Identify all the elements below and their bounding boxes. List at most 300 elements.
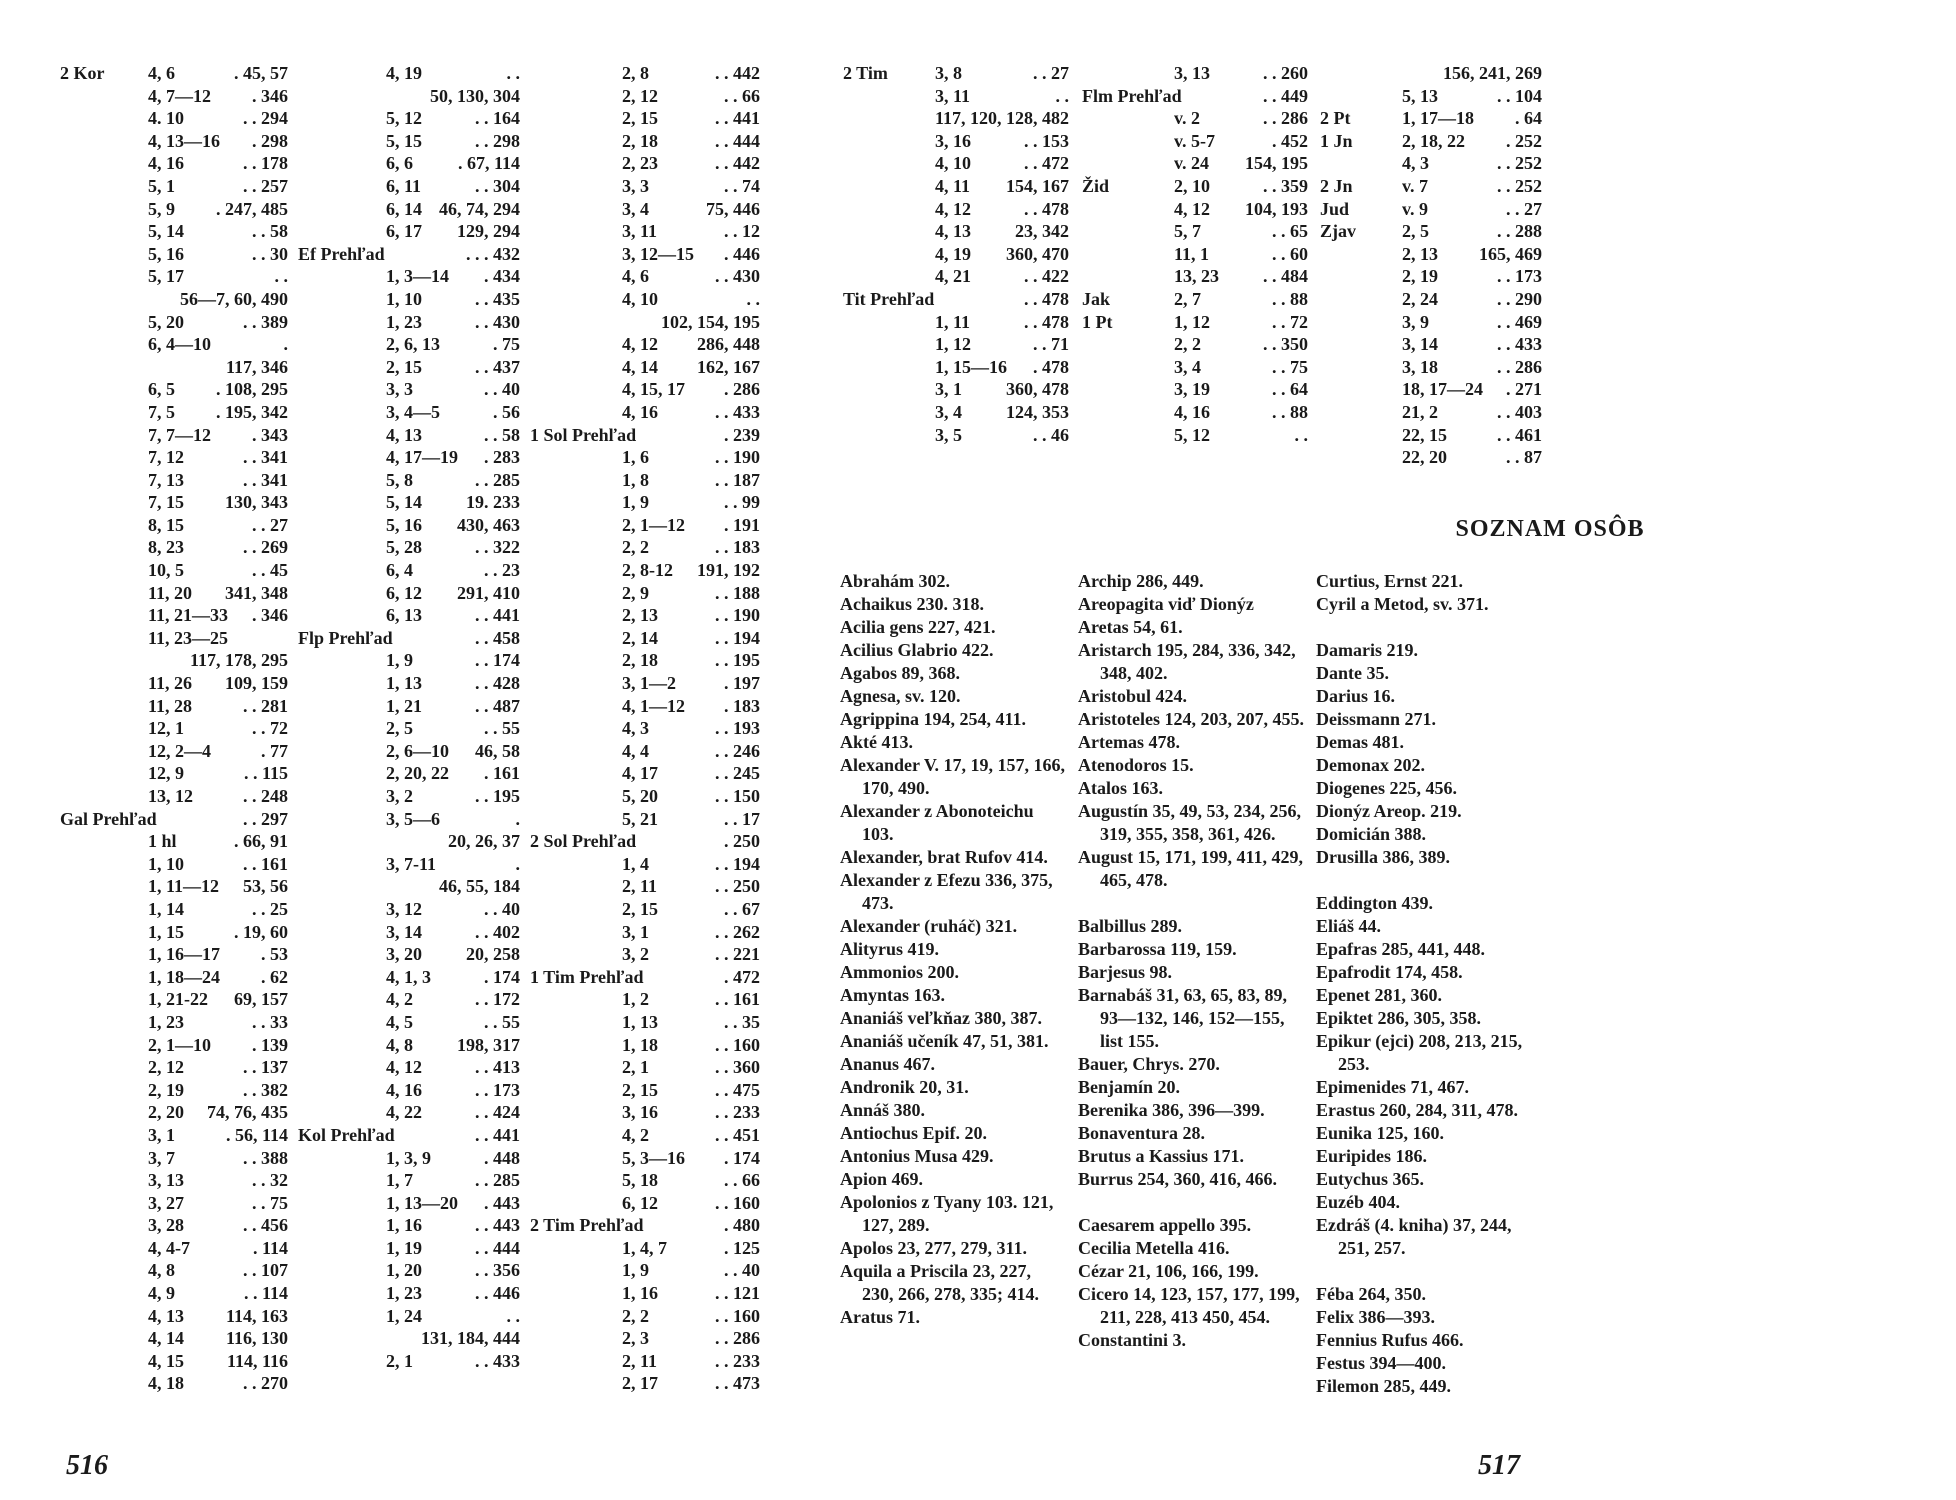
person-entry: Acilius Glabrio 422. bbox=[840, 640, 994, 660]
index-entry bbox=[60, 265, 288, 288]
index-entry bbox=[298, 265, 520, 288]
page-refs: . 161 bbox=[484, 763, 520, 784]
chapter-verse: 1, 23 bbox=[386, 311, 422, 332]
index-entry bbox=[1082, 107, 1308, 130]
page-refs: . . 66 bbox=[724, 85, 760, 106]
page-refs: . . 461 bbox=[1497, 424, 1542, 445]
person-entry: Dante 35. bbox=[1316, 663, 1389, 683]
page-refs: . . 388 bbox=[243, 1147, 288, 1168]
chapter-verse: 5, 14 bbox=[386, 492, 422, 513]
page-refs: . . 478 bbox=[1024, 288, 1069, 309]
chapter-verse: 2, 15 bbox=[622, 898, 658, 919]
page-refs: . . 281 bbox=[243, 695, 288, 716]
index-entry bbox=[298, 1034, 520, 1057]
chapter-verse: 3, 27 bbox=[148, 1192, 184, 1213]
chapter-verse: 4. 10 bbox=[148, 108, 184, 129]
index-entry bbox=[530, 1259, 760, 1282]
page-refs: . . 322 bbox=[475, 537, 520, 558]
index-entry bbox=[530, 830, 760, 853]
person-entry: Alexander z Abonoteichu 103. bbox=[840, 801, 1034, 844]
chapter-verse: 13, 23 bbox=[1174, 266, 1219, 287]
book-name: Jak bbox=[1082, 288, 1111, 309]
chapter-verse: 2, 10 bbox=[1174, 175, 1210, 196]
index-entry bbox=[530, 1327, 760, 1350]
page-refs: . 446 bbox=[724, 243, 760, 264]
index-entry bbox=[60, 695, 288, 718]
index-entry bbox=[843, 130, 1069, 153]
page-refs: . . 45 bbox=[252, 560, 288, 581]
chapter-verse: 3, 5—6 bbox=[386, 808, 440, 829]
chapter-verse: 2, 8 bbox=[622, 63, 649, 83]
page-refs: . 480 bbox=[724, 1215, 760, 1236]
page-refs: . . bbox=[506, 63, 520, 83]
chapter-verse: 13, 12 bbox=[148, 786, 193, 806]
index-entry bbox=[298, 1101, 520, 1124]
persons-index-column-1 bbox=[840, 570, 1066, 1329]
page-refs: . . 160 bbox=[715, 1305, 760, 1326]
person-entry: Aratus 71. bbox=[840, 1307, 920, 1327]
page-refs: 341, 348 bbox=[225, 582, 288, 603]
chapter-verse: 3, 11 bbox=[935, 85, 971, 106]
page-refs: . . 160 bbox=[715, 1034, 760, 1055]
index-entry bbox=[530, 536, 760, 559]
page-refs: . 114 bbox=[252, 1237, 288, 1258]
person-entry: Ananiáš učeník 47, 51, 381. bbox=[840, 1031, 1049, 1051]
index-entry bbox=[1082, 356, 1308, 379]
letter-gap bbox=[1316, 1260, 1542, 1283]
page-refs: 198, 317 bbox=[457, 1034, 520, 1055]
page-refs: 46, 55, 184 bbox=[439, 876, 520, 897]
person-entry: Ananus 467. bbox=[840, 1054, 936, 1074]
chapter-verse: 2, 2 bbox=[1174, 334, 1201, 355]
chapter-verse: 3, 12—15 bbox=[622, 243, 694, 264]
index-entry bbox=[60, 1124, 288, 1147]
index-entry bbox=[298, 130, 520, 153]
chapter-verse: 3, 5 bbox=[935, 424, 962, 445]
index-entry bbox=[530, 740, 760, 763]
index-entry bbox=[298, 288, 520, 311]
page-refs: 74, 76, 435 bbox=[207, 1102, 288, 1123]
scripture-index-column-4 bbox=[843, 62, 1069, 446]
index-entry bbox=[530, 424, 760, 447]
chapter-verse: 4, 13 bbox=[386, 424, 422, 445]
chapter-verse: 4, 12 bbox=[622, 334, 658, 355]
chapter-verse: 2, 12 bbox=[622, 85, 658, 106]
chapter-verse: 6, 12 bbox=[622, 1192, 658, 1213]
index-entry bbox=[298, 988, 520, 1011]
index-entry bbox=[1082, 243, 1308, 266]
index-entry bbox=[1320, 333, 1542, 356]
index-entry bbox=[843, 378, 1069, 401]
index-entry bbox=[298, 559, 520, 582]
chapter-verse: 11, 21—33 bbox=[148, 605, 229, 626]
chapter-verse: 11, 1 bbox=[1174, 243, 1210, 264]
page-refs: . . 221 bbox=[715, 944, 760, 965]
person-entry: Brutus a Kassius 171. bbox=[1078, 1146, 1245, 1166]
person-entry: Aristobul 424. bbox=[1078, 686, 1188, 706]
index-entry bbox=[298, 446, 520, 469]
chapter-verse: 4, 18 bbox=[148, 1373, 184, 1394]
index-entry bbox=[60, 898, 288, 921]
index-entry bbox=[530, 243, 760, 266]
chapter-verse: 1, 12 bbox=[1174, 311, 1210, 332]
person-entry: Antonius Musa 429. bbox=[840, 1146, 994, 1166]
page-refs: . . 252 bbox=[1497, 153, 1542, 174]
index-entry bbox=[1082, 175, 1308, 198]
page-refs: . . bbox=[746, 288, 760, 309]
index-entry bbox=[60, 1350, 288, 1373]
person-entry: Atenodoros 15. bbox=[1078, 755, 1194, 775]
chapter-verse: 1, 3—14 bbox=[386, 266, 449, 287]
chapter-verse: 12, 1 bbox=[148, 718, 184, 739]
chapter-verse: 4, 13 bbox=[935, 221, 971, 242]
chapter-verse: 3, 2 bbox=[622, 944, 649, 965]
page-refs: 20, 258 bbox=[466, 944, 520, 965]
page-refs: . 239 bbox=[724, 424, 760, 445]
index-entry bbox=[298, 785, 520, 808]
index-entry bbox=[530, 107, 760, 130]
page-refs: . . 55 bbox=[484, 718, 520, 739]
index-entry bbox=[1320, 288, 1542, 311]
book-name: 1 Jn bbox=[1320, 130, 1353, 151]
person-entry: Andronik 20, 31. bbox=[840, 1077, 969, 1097]
page-refs: . . 442 bbox=[715, 63, 760, 83]
index-entry bbox=[530, 1079, 760, 1102]
index-entry bbox=[1320, 130, 1542, 153]
chapter-verse: 4, 19 bbox=[935, 243, 971, 264]
page-refs: . . 442 bbox=[715, 153, 760, 174]
index-entry bbox=[530, 198, 760, 221]
chapter-verse: 1, 9 bbox=[622, 1260, 649, 1281]
index-entry bbox=[298, 491, 520, 514]
chapter-verse: 4, 10 bbox=[935, 153, 971, 174]
chapter-verse: 1, 9 bbox=[386, 650, 413, 671]
page-refs: 165, 469 bbox=[1479, 243, 1542, 264]
book-name: Tit Prehľad bbox=[843, 288, 935, 309]
index-entry bbox=[298, 898, 520, 921]
person-entry: August 15, 171, 199, 411, 429, 465, 478. bbox=[1078, 847, 1304, 890]
chapter-verse: 1, 13 bbox=[386, 673, 422, 694]
index-entry bbox=[298, 1327, 520, 1350]
index-entry bbox=[60, 491, 288, 514]
index-entry bbox=[298, 333, 520, 356]
person-entry: Ananiáš veľkňaz 380, 387. bbox=[840, 1008, 1042, 1028]
page-refs: . . 121 bbox=[715, 1283, 760, 1304]
page-refs: . . 389 bbox=[243, 311, 288, 332]
page-refs: . . 40 bbox=[484, 898, 520, 919]
chapter-verse: 6, 4 bbox=[386, 560, 413, 581]
person-entry: Acilia gens 227, 421. bbox=[840, 617, 996, 637]
page-refs: . . 437 bbox=[475, 356, 520, 377]
chapter-verse: 3, 13 bbox=[1174, 63, 1210, 83]
chapter-verse: 2, 19 bbox=[148, 1079, 184, 1100]
book-name: Jud bbox=[1320, 198, 1350, 219]
page-refs: . . 173 bbox=[475, 1079, 520, 1100]
index-entry bbox=[60, 1034, 288, 1057]
page-refs: 117, 178, 295 bbox=[189, 650, 288, 671]
chapter-verse: 22, 15 bbox=[1402, 424, 1447, 445]
chapter-verse: 4, 8 bbox=[148, 1260, 175, 1281]
index-entry bbox=[1082, 265, 1308, 288]
index-entry bbox=[60, 875, 288, 898]
person-entry: Féba 264, 350. bbox=[1316, 1284, 1426, 1304]
page-refs: . bbox=[515, 808, 520, 829]
chapter-verse: 2, 3 bbox=[622, 1328, 649, 1349]
index-entry bbox=[1320, 446, 1542, 469]
chapter-verse: 1, 16 bbox=[622, 1283, 658, 1304]
page-refs: . . 257 bbox=[243, 175, 288, 196]
scripture-index-column-3 bbox=[530, 62, 760, 1395]
chapter-verse: 7, 15 bbox=[148, 492, 184, 513]
index-entry bbox=[530, 1034, 760, 1057]
chapter-verse: v. 24 bbox=[1174, 153, 1210, 174]
page-number-right: 517 bbox=[1478, 1450, 1520, 1481]
index-entry bbox=[60, 1305, 288, 1328]
page-refs: . . 433 bbox=[475, 1350, 520, 1371]
chapter-verse: 4, 4 bbox=[622, 740, 649, 761]
index-entry bbox=[843, 356, 1069, 379]
page-refs: . . 174 bbox=[475, 650, 520, 671]
page-refs: . 197 bbox=[724, 673, 760, 694]
index-entry bbox=[1320, 175, 1542, 198]
person-entry: Cyril a Metod, sv. 371. bbox=[1316, 594, 1489, 614]
index-entry bbox=[530, 1305, 760, 1328]
index-entry bbox=[843, 152, 1069, 175]
chapter-verse: 5, 16 bbox=[386, 514, 422, 535]
index-entry bbox=[298, 717, 520, 740]
index-entry bbox=[60, 943, 288, 966]
chapter-verse: 4, 4-7 bbox=[148, 1237, 190, 1258]
index-entry bbox=[843, 62, 1069, 85]
page-refs: . . 12 bbox=[724, 221, 760, 242]
chapter-verse: 12, 2—4 bbox=[148, 740, 211, 761]
chapter-verse: 4, 8 bbox=[386, 1034, 413, 1055]
chapter-verse: 4, 7—12 bbox=[148, 85, 211, 106]
index-entry bbox=[530, 62, 760, 85]
page-refs: . . 382 bbox=[243, 1079, 288, 1100]
index-entry bbox=[1082, 85, 1308, 108]
index-entry bbox=[1320, 107, 1542, 130]
page-refs: . 62 bbox=[261, 966, 288, 987]
book-name: Ef Prehľad bbox=[298, 243, 385, 264]
index-entry bbox=[843, 311, 1069, 334]
person-entry: Areopagita viď Dionýz bbox=[1078, 594, 1254, 614]
chapter-verse: 8, 23 bbox=[148, 537, 184, 558]
page-refs: . . 475 bbox=[715, 1079, 760, 1100]
page-refs: . . 484 bbox=[1263, 266, 1308, 287]
page-refs: . . 107 bbox=[243, 1260, 288, 1281]
page-refs: . 195, 342 bbox=[216, 401, 288, 422]
index-entry bbox=[298, 62, 520, 85]
page-refs: . . 360 bbox=[715, 1057, 760, 1078]
chapter-verse: 3, 7 bbox=[148, 1147, 175, 1168]
index-entry bbox=[530, 446, 760, 469]
page-refs: . . . 432 bbox=[466, 243, 520, 264]
index-entry bbox=[530, 808, 760, 831]
index-entry bbox=[60, 107, 288, 130]
chapter-verse: 2, 15 bbox=[622, 108, 658, 129]
index-entry bbox=[1082, 198, 1308, 221]
page-refs: . . 441 bbox=[715, 108, 760, 129]
index-entry bbox=[60, 627, 288, 650]
page-refs: . . 35 bbox=[724, 1011, 760, 1032]
index-entry bbox=[298, 107, 520, 130]
chapter-verse: 12, 9 bbox=[148, 763, 184, 784]
index-entry bbox=[60, 1169, 288, 1192]
index-entry bbox=[530, 1372, 760, 1395]
page-refs: . . 260 bbox=[1263, 63, 1308, 83]
page-refs: . . 478 bbox=[1024, 198, 1069, 219]
page-refs: . bbox=[515, 853, 520, 874]
index-entry bbox=[60, 785, 288, 808]
chapter-verse: v. 7 bbox=[1402, 175, 1429, 196]
index-entry bbox=[843, 288, 1069, 311]
page-refs: . 139 bbox=[252, 1034, 288, 1055]
chapter-verse: 2, 17 bbox=[622, 1373, 658, 1394]
chapter-verse: 2, 5 bbox=[386, 718, 413, 739]
page-refs: . . 341 bbox=[243, 447, 288, 468]
page-refs: . . 444 bbox=[715, 130, 760, 151]
index-entry bbox=[298, 740, 520, 763]
chapter-verse: 1, 2 bbox=[622, 989, 649, 1010]
page-refs: 156, 241, 269 bbox=[1443, 63, 1542, 83]
page-refs: . . 55 bbox=[484, 1011, 520, 1032]
person-entry: Barjesus 98. bbox=[1078, 962, 1172, 982]
chapter-verse: 4, 14 bbox=[148, 1328, 184, 1349]
page-refs: . . 269 bbox=[243, 537, 288, 558]
page-refs: 50, 130, 304 bbox=[430, 85, 520, 106]
index-entry bbox=[60, 1192, 288, 1215]
page-refs: . . 87 bbox=[1506, 447, 1542, 468]
page-refs: . 75 bbox=[493, 334, 520, 355]
chapter-verse: 4, 12 bbox=[1174, 198, 1210, 219]
person-entry: Balbillus 289. bbox=[1078, 916, 1183, 936]
chapter-verse: 10, 5 bbox=[148, 560, 184, 581]
chapter-verse: 5, 1 bbox=[148, 175, 175, 196]
page-refs: . . 433 bbox=[1497, 334, 1542, 355]
chapter-verse: 5, 15 bbox=[386, 130, 422, 151]
index-entry bbox=[530, 491, 760, 514]
index-entry bbox=[298, 220, 520, 243]
page-refs: . 191 bbox=[724, 514, 760, 535]
page-refs: . 286 bbox=[724, 379, 760, 400]
index-entry bbox=[298, 627, 520, 650]
person-entry: Eutychus 365. bbox=[1316, 1169, 1425, 1189]
book-name: Žid bbox=[1082, 175, 1110, 196]
chapter-verse: 2, 15 bbox=[386, 356, 422, 377]
chapter-verse: 6, 5 bbox=[148, 379, 175, 400]
index-entry bbox=[1320, 424, 1542, 447]
page-refs: . 343 bbox=[252, 424, 288, 445]
page-refs: . . 456 bbox=[243, 1215, 288, 1236]
person-entry: Achaikus 230. 318. bbox=[840, 594, 985, 614]
person-entry: Aristarch 195, 284, 336, 342, 348, 402. bbox=[1078, 640, 1296, 683]
chapter-verse: 6, 11 bbox=[386, 175, 422, 196]
person-entry: Festus 394—400. bbox=[1316, 1353, 1446, 1373]
index-entry bbox=[298, 514, 520, 537]
person-entry: Abrahám 302. bbox=[840, 571, 951, 591]
chapter-verse: 1, 3, 9 bbox=[386, 1147, 431, 1168]
page-refs: . 247, 485 bbox=[216, 198, 288, 219]
person-entry: Constantini 3. bbox=[1078, 1330, 1187, 1350]
person-entry: Barbarossa 119, 159. bbox=[1078, 939, 1237, 959]
index-entry bbox=[60, 333, 288, 356]
index-entry bbox=[298, 424, 520, 447]
index-entry bbox=[298, 198, 520, 221]
chapter-verse: 4, 17 bbox=[622, 763, 658, 784]
index-entry bbox=[60, 446, 288, 469]
index-entry bbox=[60, 1372, 288, 1395]
page-refs: . . 356 bbox=[475, 1260, 520, 1281]
index-entry bbox=[530, 1011, 760, 1034]
person-entry: Artemas 478. bbox=[1078, 732, 1180, 752]
person-entry: Epikur (ejci) 208, 213, 215, 253. bbox=[1316, 1031, 1523, 1074]
person-entry: Epimenides 71, 467. bbox=[1316, 1077, 1470, 1097]
person-entry: Deissmann 271. bbox=[1316, 709, 1437, 729]
chapter-verse: 6, 13 bbox=[386, 605, 422, 626]
page-refs: . . 294 bbox=[243, 108, 288, 129]
page-refs: . 19, 60 bbox=[234, 921, 288, 942]
index-entry bbox=[530, 559, 760, 582]
page-refs: 116, 130 bbox=[225, 1328, 288, 1349]
page-refs: . 298 bbox=[252, 130, 288, 151]
person-entry: Antiochus Epif. 20. bbox=[840, 1123, 988, 1143]
chapter-verse: 1, 18—24 bbox=[148, 966, 220, 987]
index-entry bbox=[60, 830, 288, 853]
page-refs: . . 359 bbox=[1263, 175, 1308, 196]
index-entry bbox=[60, 85, 288, 108]
chapter-verse: 3, 1—2 bbox=[622, 673, 676, 694]
person-entry: Damaris 219. bbox=[1316, 640, 1418, 660]
page-refs: 114, 163 bbox=[225, 1305, 288, 1326]
index-entry bbox=[60, 853, 288, 876]
index-entry bbox=[60, 401, 288, 424]
index-entry bbox=[298, 921, 520, 944]
chapter-verse: 2, 1—10 bbox=[148, 1034, 211, 1055]
index-entry bbox=[298, 356, 520, 379]
chapter-verse: 1, 14 bbox=[148, 898, 184, 919]
index-entry bbox=[298, 1124, 520, 1147]
page-refs: 23, 342 bbox=[1015, 221, 1069, 242]
page-refs: . 452 bbox=[1272, 130, 1308, 151]
chapter-verse: 3, 4 bbox=[622, 198, 649, 219]
book-name: 2 Sol Prehľad bbox=[530, 831, 637, 852]
index-entry bbox=[298, 853, 520, 876]
index-entry bbox=[298, 1192, 520, 1215]
page-refs: . . 178 bbox=[243, 153, 288, 174]
page-refs: . . 270 bbox=[243, 1373, 288, 1394]
chapter-verse: 11, 28 bbox=[148, 695, 193, 716]
index-entry bbox=[60, 469, 288, 492]
page-refs: . . 350 bbox=[1263, 334, 1308, 355]
page-refs: . . 472 bbox=[1024, 153, 1069, 174]
persons-index-column-2 bbox=[1078, 570, 1306, 1352]
index-entry bbox=[1320, 243, 1542, 266]
index-entry bbox=[60, 921, 288, 944]
chapter-verse: 3, 18 bbox=[1402, 356, 1438, 377]
page-refs: . . 161 bbox=[715, 989, 760, 1010]
scripture-index-column-1 bbox=[60, 62, 288, 1395]
chapter-verse: 2, 13 bbox=[1402, 243, 1438, 264]
chapter-verse: 5, 16 bbox=[148, 243, 184, 264]
page-refs: . . 194 bbox=[715, 853, 760, 874]
chapter-verse: 4, 15, 17 bbox=[622, 379, 685, 400]
chapter-verse: 3, 8 bbox=[935, 63, 962, 83]
index-entry bbox=[60, 356, 288, 379]
chapter-verse: 4, 12 bbox=[935, 198, 971, 219]
person-entry: Epiktet 286, 305, 358. bbox=[1316, 1008, 1482, 1028]
page-refs: . . 46 bbox=[1033, 424, 1069, 445]
